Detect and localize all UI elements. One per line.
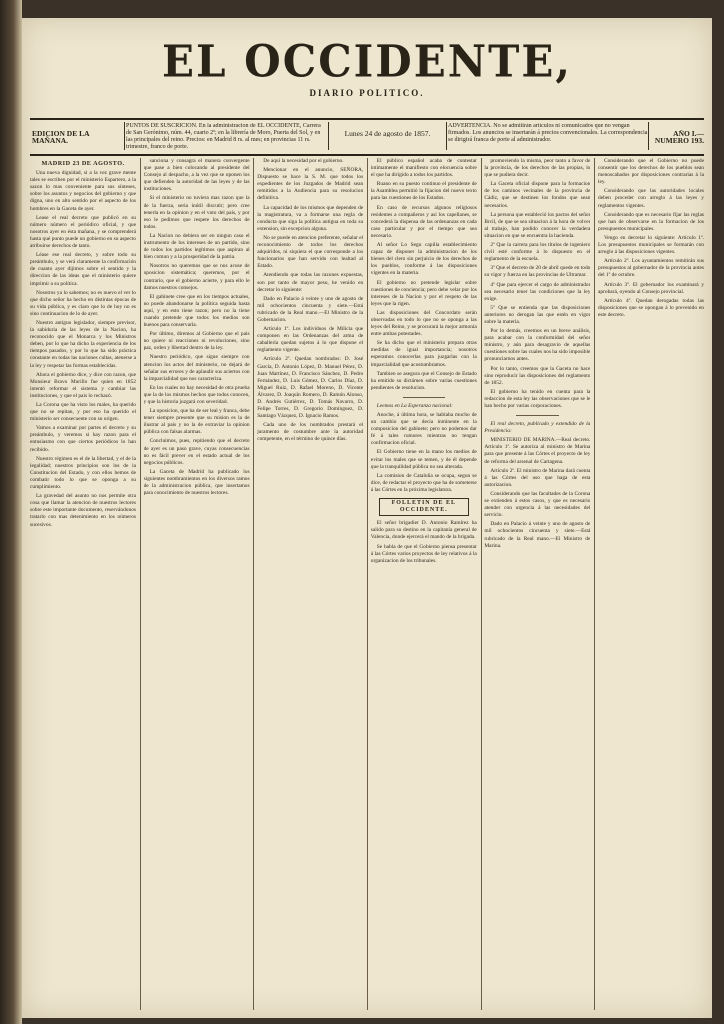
article-paragraph: promoviendo la misma, peor tanto a favor de la provincia, de los derechos de las propias, lo que se pudiera decir. [484,158,591,179]
article-paragraph: Cada uno de los nombrados prestará el juramento de costumbre ante la autoridad competente, en el término de quince días. [257,422,364,443]
info-bar [30,118,704,156]
article-paragraph: El señor brigadier D. Antonio Ramírez ha salido para su destino en la capitanía general de Valencia, donde ejercerá el mando de la brigada. [370,520,477,541]
article-paragraph: Si el ministerio no tuviera mas razon que la de la fuerza, seria inútil discutir; pero cree tenerla en la opinion y en el voto del país, y por eso le pedimos que respete los derechos de todos. [143,195,250,230]
article-paragraph: La oposicion, que ha de ser leal y franca, debe tener siempre presente que su mision es la de ilustrar al pais y no la de extraviar la opinion pública con falsas alarmas. [143,408,250,436]
article-paragraph: Concluimos, pues, repitiendo que el decreto de ayer es un paso grave, cuyas consecuencias no es fácil prever en el estado actual de los negocios públicos. [143,438,250,466]
article-paragraph: Vengo en decretar lo siguiente: Artículo 1º. Los presupuestos municipales se formarán con arreglo á las disposiciones vigentes. [598,234,704,256]
article-paragraph: Nuestro periódico, que sigue siempre con atencion los actos del ministerio, no dejará de señalar sus errores y de aplaudir sus aciertos con la imparcialidad que nos caracteriza. [143,354,250,382]
column-rule [367,158,368,1010]
divider [124,122,125,150]
article-paragraph: Tambien se asegura que el Consejo de Estado ha emitido su dictámen sobre varias cuestiones pendientes de resolucion. [370,370,477,391]
article-paragraph: Considerando que las facultades de la Corona se extienden á estos casos, y que es necesario atender con urgencia á las necesidades del servicio. [484,490,591,519]
article-paragraph: 5º Que se entienda que las disposiciones anteriores no derogan las que estén en vigor sobre la materia. [484,304,591,325]
newspaper-page [22,18,712,1018]
issue-date: Lunes 24 de agosto de 1857. [344,130,431,137]
article-columns [30,158,704,1010]
article-paragraph: La gravedad del asunto no nos permite otra cosa que llamar la atencion de nuestros lectores sobre este importante documento, reservándonos tratarlo con mas detenimiento en los números sucesivos. [30,493,136,528]
article-paragraph: Ruano en su puesto continuo el presidente de la Asamblea permitió la fijacion del nuevo texto para las cuestiones de los Estados. [370,181,477,202]
column-heading: MADRID 23 DE AGOSTO. [41,160,125,167]
column-rule [481,158,482,1010]
article-paragraph: Lease el real decreto que publicó en su número número el periódico oficial, y que nosotros ayer en ésta mañana, y se comprenderá hasta qué punto puede un gobierno en su aspecto atribuirse derechos de tanto. [30,214,136,250]
divider [648,122,649,150]
article-paragraph: No se puede en atencion preferente, señalar el reconocimiento de todos los derechos adquiridos, ni siquiera el que corresponde a los funcionarios que han servido con lealtad al Estado. [257,234,364,270]
article-paragraph: Considerando que es necesario fijar las reglas que han de observarse en la formacion de los presupuestos municipales. [598,211,704,232]
issue-number: AÑO I.—NUMERO 193. [654,130,704,144]
article-paragraph: El gabinete cree que en los tiempos actuales, no puede abandonarse la política seguida hasta aquí, y en esto tiene razon; pero no la tiene cuando pretende que todos los medios son buenos para conservarla. [143,293,250,329]
section-heading: El real decreto, publicado y extendido de la Presidencia: [484,421,591,435]
article-paragraph: Una nueva dignidad, si a la vez grave mente tales se escriben por el ministerio Espartero, a la sazon lo mas conveniente para sus sínteses, sobre los asuntos y negocios del gobierno y que digna, uno en alto sentido por el aspecto de los hombres en la Gaceta de ayer. [30,170,136,212]
article-paragraph: La Corona que ha visto los males, ha querido que no se repitan, y por eso ha querido el ministerio ser consecuente con su origen. [30,402,136,423]
article-paragraph: Artículo 3º. El gobernador los examinará y aprobará, oyendo al Consejo provincial. [598,281,704,295]
article-paragraph: 2º Que la carrera para los títulos de ingeniero civil esté conforme á lo dispuesto en el reglamento de la escuela. [484,242,591,263]
article-paragraph: La comision de Cataluña se ocupa, segun se dice, de redactar el proyecto que ha de someterse á las Córtes en la próxima legislatura. [370,472,477,493]
article-paragraph: Anoche, á última hora, se hablaba mucho de un cambio que se decia inminente en la composicion del gabinete; pero no podemos dar fé á tales rumores mientras no tengan confirmacion oficial. [370,412,477,447]
article-paragraph: Considerando que el Gobierno no puede consentir que los derechos de los pueblos sean menoscabados por disposiciones contrarias á la ley. [598,158,704,186]
section-divider [403,397,445,398]
article-paragraph: La persona que estableció los pactos del señor Brcil, de que se sea situacion á la hora de volver al trabajo, han podido conocer la verdadera situacion en que se encuentra la hacienda. [484,211,591,239]
masthead [22,35,712,98]
article-paragraph: Léase ese real decreto, y sobre todo su preámbulo, y se verá claramente la confirmación de cuanto ayer dijimos sobre el sentido y la direccion de las ideas que el ministerio quiere imprimir a su política. [30,252,136,287]
column-rule [253,158,254,1010]
column-2 [144,158,250,1010]
article-paragraph: En los cuales no hay necesidad de otra prueba que la de los mismos hechos que todos conocen, y que la historia juzgará con severidad. [143,384,250,405]
divider [446,122,447,150]
article-paragraph: El público español acaba de contestar intimamente el manifiesto con elocuencia sobre el que ha dirigido a todos los partidos. [370,158,477,179]
article-paragraph: La Nacion no debiera ser en ningun caso el instrumento de los intereses de un partido, sino de todos los partidos legítimos que aspiran al bien comun y a la prosperidad de la patria. [143,232,250,261]
subscription-notice: PUNTOS DE SUSCRICION. En la administracion de EL OCCIDENTE, Carrera de San Gerónimo, núm. 44, cuarto 2º; en la librería de Moro, Puerta del Sol, y en las principales del reino. Precios: en Madrid 8 rs. al mes; en provincias 11 rs. trimestre, franco de porte. [126,123,321,150]
article-paragraph: Nosotros no queremos que se nos acuse de oposicion sistemática; queremos, por el contrario, que el gobierno acierte, y para ello le damos nuestros consejos. [143,263,250,291]
article-paragraph: Las disposiciones del Concordato serán observadas en todo lo que no se oponga a las leyes del Reino, y se procurará la mejor armonía entre ambas potestades. [370,309,477,338]
article-paragraph: En caso de recursos algunos religiosos residentes a compañeros y así los capellanes, se concederá la dispensa de las ordenanzas en cada caso particular y por el tiempo que sea necesario. [370,204,477,239]
article-paragraph: Se ha dicho que el ministerio prepara otras medidas de igual importancia; nosotros esperamos conocerlas para juzgarlas con la imparcialidad que acostumbramos. [370,340,477,368]
article-paragraph: Considerando que las autoridades locales deben proceder con arreglo á las leyes y reglamentos vigentes. [598,188,704,209]
article-paragraph: Nosotros ya lo sabemos; no es nuevo el ver lo que dicho señor ha hecho en distintas épocas de su vida pública, y es claro que lo de hoy no es sino continuacion de lo de ayer. [30,289,136,317]
section-divider [516,415,558,416]
article-paragraph: Mencionar en el anuncio, SEÑORA, Dispuesto se hace la S. M. que todos los expedientes de los Juzgados de Madrid sean remitidos a la Audiencia para su resolucion definitiva. [257,167,364,202]
article-paragraph: 3º Que el decreto de 20 de abril quede en todo su vigor y fuerza en las provincias de Ultramar. [484,265,591,279]
article-paragraph: Nuestro antiguo legislador, siempre previsor, la sabiduria de las leyes de la Nacion, ha reconocido que el Monarca y los Ministros deben, por lo que ha dicho la experiencia de los tiempos pasados, y por lo que ha sido práctica constante en todas las naciones cultas, atenerse a la ley y respetar las formas establecidas. [30,319,136,369]
divider [328,122,329,150]
article-paragraph: Artículo 4º. Quedan derogadas todas las disposiciones que se opongan á lo prevenido en este decreto. [598,297,704,318]
article-paragraph: El gobierno no pretende legislar sobre cuestiones de conciencia; pero debe velar por los intereses de la Nacion y por el respeto de las leyes que la rigen. [370,279,477,307]
column-rule [594,158,595,1010]
column-rule [140,158,141,1010]
article-paragraph: El Gobierno tiene en la mano los medios de evitar los males que se temen, y de él depende que la tranquilidad pública no sea alterada. [370,449,477,470]
article-paragraph: MINISTERIO DE MARINA.—Real decreto. Artículo 1º. Se autoriza al ministro de Marina para que presente á las Córtes el proyecto de ley de reforma del arsenal de Cartagena. [484,437,591,465]
article-paragraph: Nuestro régimen es el de la libertad, y el de la legalidad; nuestros principios son los de la Constitucion del Estado, y con ellos hemos de combatir todo lo que se oponga a su cumplimiento. [30,455,136,491]
column-4 [371,158,477,1010]
advertising-notice: ADVERTENCIA. No se admitirán artículos ni comunicados que no vengan firmados. Los anuncios se insertarán á precios convencionales. La correspondencia se dirigirá franca de porte al administrador. [448,123,648,143]
article-paragraph: Atendiendo que todas las razones expuestas, son por tanto de mayor peso, he venido en decretar lo siguiente: [257,272,364,293]
column-1 [30,158,136,1010]
newspaper-title: EL OCCIDENTE, [162,35,572,88]
article-paragraph: Ahora el gobierno dice, y dice con razon, que Monsieur Bravo Murillo fue quien en 1852 intentó reformar el sistema y cambiar las instituciones, y que el pais lo rechazó. [30,371,136,399]
article-paragraph: Artículo 2º. Los ayuntamientos remitirán sus presupuestos al gobernador de la provincia antes del 1º de octubre. [598,258,704,279]
article-paragraph: 4º Que para ejercer el cargo de administrador sea necesario tener las condiciones que la ley exige. [484,281,591,302]
article-paragraph: Artículo 2º. Quedan nombrados: D. José García, D. Antonio López, D. Manuel Pérez, D. Juan Martínez, D. Francisco Sánchez, D. Pedro Fernández, D. Luis Gómez, D. Carlos Díaz, D. Miguel Ruiz, D. Rafael Moreno, D. Vicente Álvarez, D. Joaquín Romero, D. Ramón Alonso, D. Andrés Gutiérrez, D. Tomás Navarro, D. Felipe Torres, D. Gregorio Domínguez, D. Santiago Vázquez, D. Ignacio Ramos. [257,356,364,420]
article-paragraph: De aquí la necesidad por el gobierno. [263,158,344,164]
article-paragraph: La Gaceta de Madrid ha publicado los siguientes nombramientos en los diversos ramos de la administracion pública, que insertamos para conocimiento de nuestros lectores. [143,468,250,497]
article-paragraph: Por lo tanto, creemos que la Gaceta no hace sino reproducir las disposiciones del reglamento de 1852. [484,365,591,386]
article-paragraph: Dado en Palacio á veinte y uno de agosto de mil ochocientos cincuenta y siete.—Está rubricado de la Real mano.—El Ministro de la Gobernacion. [257,295,364,323]
article-paragraph: Artículo 2º. El ministro de Marina dará cuenta á las Córtes del uso que haga de esta autorizacion. [484,467,591,488]
article-paragraph: Dado en Palacio á veinte y uno de agosto de mil ochocientos cincuenta y siete.—Está rubricado de la Real mano.—El Ministro de Marina. [484,521,591,549]
column-6 [598,158,704,1010]
article-paragraph: Se habla de que el Gobierno piensa presentar á las Córtes varios proyectos de ley relativos á la organizacion de los tribunales. [370,543,477,564]
section-heading: Leemos en La Esperanza nacional: [376,402,453,409]
article-paragraph: La capacidad de los mismos que dependen de la magistratura, va a formarse una regla de conducta que siga la política antigua en toda su extension, sin excepcion alguna. [257,204,364,232]
article-paragraph: Artículo 1º. Los individuos de Milicia que componen en las Ordenanzas del arma de caballería quedan sujetos á lo que dispone el reglamento vigente. [257,326,364,354]
article-paragraph: Por lo demás, creemos en un breve análisis, para acabar con la conformidad del señor ministro, y aún para desagravio de aquellas cuestiones sobre las cuales nos ha sido imposible pronunciarnos antes. [484,328,591,363]
column-5 [484,158,590,1010]
article-paragraph: La Gaceta oficial dispone para la formacion de los caminos vecinales de la provincia de Cádiz, que se destinen los fondos que sean necesarios. [484,181,591,209]
article-paragraph: El gobierno ha tenido en cuenta para la redaccion de esta ley las observaciones que se le han hecho por varias corporaciones. [484,388,591,409]
article-paragraph: Vamos a examinar por partes el decreto y su preámbulo, y veremos si hay razon para el entusiasmo con que ciertos periódicos lo han recibido. [30,425,136,453]
book-binding [0,0,22,1024]
article-paragraph: Al señor Lo Segu capilla establecimiento capaz de disponer la administracion de los bienes del clero sin perjuicio de los derechos de los pueblos, conforme á las disposiciones vigentes en la materia. [370,242,477,277]
article-paragraph: Por último, diremos al Gobierno que el pais no quiere ni reacciones ni revoluciones, sino paz, orden y libertad dentro de la ley. [143,331,250,352]
newspaper-subtitle: DIARIO POLITICO. [309,88,425,98]
column-3 [257,158,363,1010]
article-paragraph: sanciona y consagra el manera convergente que pase a bien colocando al presidente del Consejo al despacho, a la vez que se oponen los que defienden la autoridad de las leyes y de las instituciones. [143,158,250,193]
edition-label: EDICION DE LA MAÑANA. [32,130,90,144]
folletin-label: FOLLETIN DE EL OCCIDENTE. [379,498,469,516]
